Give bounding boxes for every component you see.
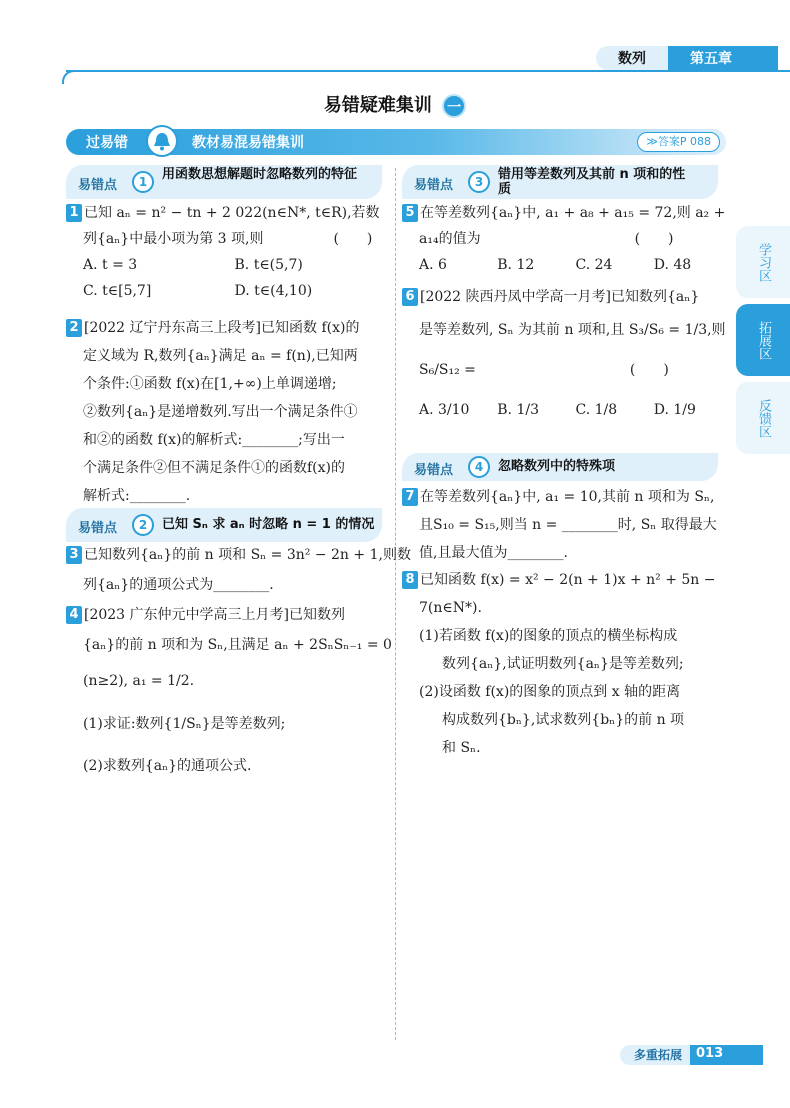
question-text-line: 在等差数列{aₙ}中, a₁ = 10,其前 n 项和为 Sₙ, xyxy=(420,489,715,505)
side-navigation xyxy=(736,226,790,460)
section-label: 数列 xyxy=(596,46,668,70)
question-7 xyxy=(402,483,732,567)
question-part-1: (1)若函数 f(x)的图象的顶点的横坐标构成 xyxy=(419,628,678,644)
question-text-line: 已知 aₙ = n² − tn + 2 022(n∈N*, t∈R),若数 xyxy=(84,205,380,221)
error-point-title: 用函数思想解题时忽略数列的特征 xyxy=(162,167,358,182)
options-row xyxy=(66,252,386,278)
header-rule-corner xyxy=(62,70,76,84)
option-c[interactable]: C. 24 xyxy=(575,257,613,273)
question-text-line: ②数列{aₙ}是递增数列.写出一个满足条件① xyxy=(83,404,358,420)
error-point-1 xyxy=(66,165,382,199)
bell-icon-svg xyxy=(148,127,176,155)
page-number: 013 xyxy=(690,1045,763,1065)
question-number: 1 xyxy=(66,204,82,222)
options-row xyxy=(402,390,732,430)
question-part-1-cont: 数列{aₙ},试证明数列{aₙ}是等差数列; xyxy=(442,656,684,672)
question-part-2-cont: 和 Sₙ. xyxy=(442,740,481,756)
option-d[interactable]: D. 48 xyxy=(653,257,692,273)
question-text-line: 列{aₙ}中最小项为第 3 项,则 ( ) xyxy=(83,231,373,247)
option-a[interactable]: A. 6 xyxy=(419,257,447,273)
question-4 xyxy=(66,600,392,786)
title-number-badge: 一 xyxy=(442,94,466,118)
question-number: 2 xyxy=(66,319,82,337)
bell-icon xyxy=(146,125,178,157)
error-point-number: 1 xyxy=(132,171,154,193)
question-number: 8 xyxy=(402,571,418,589)
question-text-line: 且S₁₀ = S₁₅,则当 n = ________时, Sₙ 取得最大 xyxy=(419,517,717,533)
header-rule xyxy=(66,70,790,72)
question-text-line: [2023 广东仲元中学高三上月考]已知数列 xyxy=(84,607,346,623)
side-tab-study[interactable]: 学习区 xyxy=(736,226,790,298)
question-text-line: 解析式:________. xyxy=(83,488,191,504)
option-a[interactable]: A. 3/10 xyxy=(419,402,470,418)
option-b[interactable]: B. t∈(5,7) xyxy=(234,257,303,273)
question-3 xyxy=(66,540,411,600)
question-number: 7 xyxy=(402,488,418,506)
question-text-line: a₁₄的值为 ( ) xyxy=(419,231,674,247)
page-title xyxy=(0,91,790,118)
banner-label-primary: 过易错 xyxy=(86,135,128,151)
question-number: 5 xyxy=(402,204,418,222)
question-text-line: 已知数列{aₙ}的前 n 项和 Sₙ = 3n² − 2n + 1,则数 xyxy=(84,547,411,563)
footer-label: 多重拓展 xyxy=(620,1045,690,1065)
option-b[interactable]: B. 1/3 xyxy=(497,402,539,418)
question-text-line: [2022 陕西丹凤中学高一月考]已知数列{aₙ} xyxy=(420,289,700,305)
question-text-line: 个满足条件②但不满足条件①的函数f(x)的 xyxy=(83,460,345,476)
chapter-header xyxy=(596,46,778,70)
question-text-line: 在等差数列{aₙ}中, a₁ + a₈ + a₁₅ = 72,则 a₂ + xyxy=(420,205,726,221)
page-title-text: 易错疑难集训 xyxy=(323,95,432,116)
error-point-number: 4 xyxy=(468,456,490,478)
side-tab-feedback[interactable]: 反馈区 xyxy=(736,382,790,454)
option-c[interactable]: C. t∈[5,7] xyxy=(83,283,152,299)
question-text-line: 定义域为 R,数列{aₙ}满足 aₙ = f(n),已知两 xyxy=(83,348,358,364)
error-point-number: 3 xyxy=(468,171,490,193)
page-footer xyxy=(620,1045,763,1065)
column-divider xyxy=(395,168,396,1040)
question-part-2: (2)求数列{aₙ}的通项公式. xyxy=(83,758,252,774)
question-text-line: 7(n∈N*). xyxy=(419,600,482,616)
question-text-line: 列{aₙ}的通项公式为________. xyxy=(83,577,274,593)
error-point-title: 忽略数列中的特殊项 xyxy=(498,459,616,474)
question-text-line: 是等差数列, Sₙ 为其前 n 项和,且 S₃/S₆ = 1/3,则 xyxy=(419,322,726,338)
error-point-3 xyxy=(402,165,718,199)
question-8 xyxy=(402,566,732,762)
question-text-line: 个条件:①函数 f(x)在[1,+∞)上单调递增; xyxy=(83,376,337,392)
chapter-label: 第五章 xyxy=(668,46,778,70)
error-point-label: 易错点 xyxy=(414,463,454,478)
question-text-line: 值,且最大值为________. xyxy=(419,545,568,561)
question-part-2: (2)设函数 f(x)的图象的顶点到 x 轴的距离 xyxy=(419,684,681,700)
question-text-line: {aₙ}的前 n 项和为 Sₙ,且满足 aₙ + 2SₙSₙ₋₁ = 0 xyxy=(83,637,392,653)
question-5 xyxy=(402,200,732,278)
option-a[interactable]: A. t = 3 xyxy=(83,257,138,273)
option-d[interactable]: D. 1/9 xyxy=(653,402,696,418)
side-tab-extend[interactable]: 拓展区 xyxy=(736,304,790,376)
section-banner xyxy=(66,129,726,155)
error-point-label: 易错点 xyxy=(78,178,118,193)
banner-label-secondary: 教材易混易错集训 xyxy=(192,135,304,151)
question-1 xyxy=(66,200,386,304)
option-d[interactable]: D. t∈(4,10) xyxy=(234,283,313,299)
error-point-title: 已知 Sₙ 求 aₙ 时忽略 n = 1 的情况 xyxy=(162,517,375,532)
question-part-1: (1)求证:数列{1/Sₙ}是等差数列; xyxy=(83,716,286,732)
question-number: 3 xyxy=(66,546,82,564)
error-point-title: 错用等差数列及其前 n 项和的性质 xyxy=(498,167,686,197)
question-number: 4 xyxy=(66,606,82,624)
error-point-label: 易错点 xyxy=(414,178,454,193)
error-point-2 xyxy=(66,508,382,542)
question-text-line: S₆/S₁₂ = ( ) xyxy=(419,362,669,378)
question-number: 6 xyxy=(402,288,418,306)
question-text-line: [2022 辽宁丹东高三上段考]已知函数 f(x)的 xyxy=(84,320,360,336)
option-c[interactable]: C. 1/8 xyxy=(575,402,618,418)
error-point-number: 2 xyxy=(132,514,154,536)
options-row xyxy=(66,278,386,304)
option-b[interactable]: B. 12 xyxy=(497,257,535,273)
error-point-label: 易错点 xyxy=(78,521,118,536)
question-6 xyxy=(402,284,732,430)
error-point-4 xyxy=(402,453,718,481)
question-2 xyxy=(66,314,386,510)
question-part-2-cont: 构成数列{bₙ},试求数列{bₙ}的前 n 项 xyxy=(442,712,685,728)
question-text-line: 和②的函数 f(x)的解析式:________;写出一 xyxy=(83,432,345,448)
options-row xyxy=(402,252,732,278)
answer-reference-link[interactable]: ≫答案P 088 xyxy=(637,132,720,152)
question-text-line: 已知函数 f(x) = x² − 2(n + 1)x + n² + 5n − xyxy=(420,572,716,588)
question-text-line: (n≥2), a₁ = 1/2. xyxy=(83,673,195,689)
